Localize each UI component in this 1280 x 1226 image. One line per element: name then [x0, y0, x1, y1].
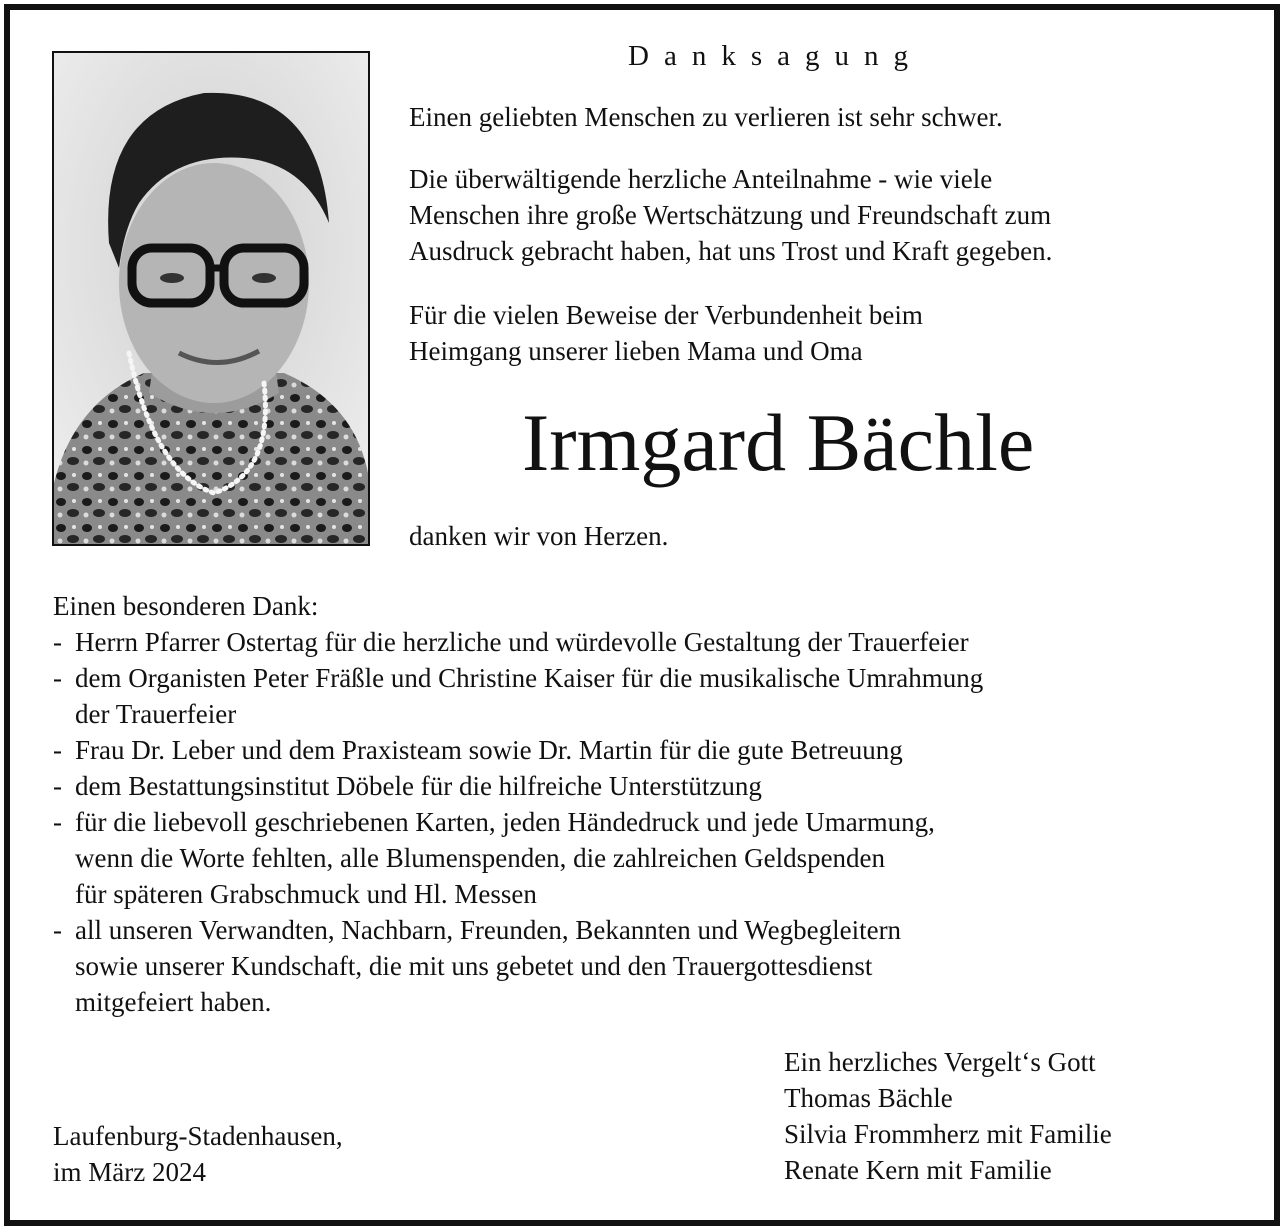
list-item-line: Herrn Pfarrer Ostertag für die herzliche und würdevolle Gestaltung der Trauerfeier	[75, 627, 969, 657]
paragraph-2-line: Heimgang unserer lieben Mama und Oma	[409, 336, 863, 366]
deceased-name: Irmgard Bächle	[522, 397, 1035, 488]
list-item-line: der Trauerfeier	[75, 699, 237, 729]
special-thanks-section	[53, 588, 983, 1020]
signature-line: Thomas Bächle	[784, 1083, 953, 1113]
list-item: - für die liebevoll geschriebenen Karten, jeden Händedruck und jede Umarmung, wenn die Worte fehlten, alle Blumenspenden, die zahlreichen Geldspenden für späteren Grabschmuck und Hl. Messen	[53, 804, 983, 912]
signature-line: Renate Kern mit Familie	[784, 1155, 1052, 1185]
paragraph-1-line: Ausdruck gebracht haben, hat uns Trost und Kraft gegeben.	[409, 236, 1053, 266]
date: im März 2024	[53, 1157, 206, 1187]
list-item-line: für späteren Grabschmuck und Hl. Messen	[75, 879, 537, 909]
list-item-line: sowie unserer Kundschaft, die mit uns gebetet und den Trauergottesdienst	[75, 951, 873, 981]
signature-block	[784, 1044, 1112, 1188]
intro-line: Einen geliebten Menschen zu verlieren ist sehr schwer.	[409, 102, 1003, 132]
signature-line: Ein herzliches Vergelt‘s Gott	[784, 1047, 1096, 1077]
place-date	[53, 1118, 343, 1190]
list-item: - all unseren Verwandten, Nachbarn, Freunden, Bekannten und Wegbegleitern sowie unserer Kundschaft, die mit uns gebetet und den Trauergottesdienst mitgefeiert haben.	[53, 912, 983, 1020]
list-item-line: für die liebevoll geschriebenen Karten, jeden Händedruck und jede Umarmung,	[75, 807, 935, 837]
list-item: - Herrn Pfarrer Ostertag für die herzliche und würdevolle Gestaltung der Trauerfeier	[53, 624, 983, 660]
list-item-line: dem Bestattungsinstitut Döbele für die hilfreiche Unterstützung	[75, 771, 762, 801]
list-item: - Frau Dr. Leber und dem Praxisteam sowie Dr. Martin für die gute Betreuung	[53, 732, 983, 768]
thanks-line: danken wir von Herzen.	[409, 521, 669, 551]
special-thanks-heading: Einen besonderen Dank:	[53, 591, 319, 621]
list-item: - dem Organisten Peter Fräßle und Christine Kaiser für die musikalische Umrahmung der Trauerfeier	[53, 660, 983, 732]
list-item-line: Frau Dr. Leber und dem Praxisteam sowie Dr. Martin für die gute Betreuung	[75, 735, 903, 765]
paragraph-2-line: Für die vielen Beweise der Verbundenheit beim	[409, 300, 923, 330]
place: Laufenburg-Stadenhausen,	[53, 1121, 343, 1151]
notice-title: Danksagung	[628, 40, 923, 72]
portrait-photo	[52, 51, 370, 546]
list-item-line: dem Organisten Peter Fräßle und Christine Kaiser für die musikalische Umrahmung	[75, 663, 984, 693]
list-item-line: all unseren Verwandten, Nachbarn, Freunden, Bekannten und Wegbegleitern	[75, 915, 902, 945]
list-item-line: mitgefeiert haben.	[75, 987, 272, 1017]
list-item: - dem Bestattungsinstitut Döbele für die hilfreiche Unterstützung	[53, 768, 983, 804]
list-item-line: wenn die Worte fehlten, alle Blumenspenden, die zahlreichen Geldspenden	[75, 843, 886, 873]
signature-line: Silvia Frommherz mit Familie	[784, 1119, 1112, 1149]
paragraph-1	[409, 161, 1052, 269]
paragraph-1-line: Die überwältigende herzliche Anteilnahme - wie viele	[409, 164, 993, 194]
special-thanks-list	[53, 624, 983, 1020]
paragraph-2	[409, 297, 923, 369]
paragraph-1-line: Menschen ihre große Wertschätzung und Freundschaft zum	[409, 200, 1052, 230]
